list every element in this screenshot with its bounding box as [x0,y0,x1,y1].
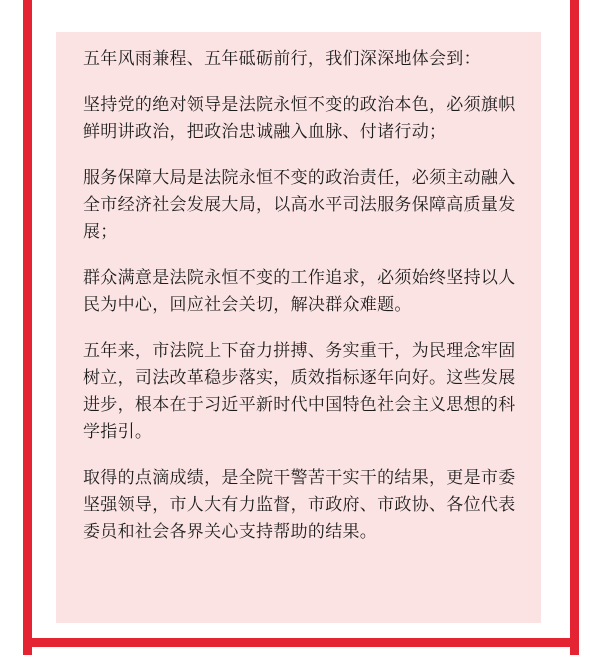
paragraph-five-years: 五年来，市法院上下奋力拼搏、务实重干，为民理念牢固树立，司法改革稳步落实，质效指标逐年向好。这些发展进步，根本在于习近平新时代中国特色社会主义思想的科学指引。 [83,341,516,442]
left-frame-border [23,0,32,655]
paragraph-achievements: 取得的点滴成绩，是全院干警苦干实干的结果，更是市委坚强领导，市人大有力监督，市政府、市政协、各位代表委员和社会各界关心支持帮助的结果。 [83,468,516,542]
paragraph-intro: 五年风雨兼程、五年砥砺前行，我们深深地体会到： [83,49,481,69]
paragraph-party-leadership: 坚持党的绝对领导是法院永恒不变的政治本色，必须旗帜鲜明讲政治，把政治忠诚融入血脉、付诸行动； [83,95,516,142]
text-panel [56,32,541,623]
bottom-frame-border [23,638,579,647]
paragraph-service-overall: 服务保障大局是法院永恒不变的政治责任，必须主动融入全市经济社会发展大局，以高水平司法服务保障高质量发展； [83,168,516,242]
right-frame-border [570,0,579,655]
paragraph-public-satisfaction: 群众满意是法院永恒不变的工作追求，必须始终坚持以人民为中心，回应社会关切，解决群众难题。 [83,268,516,315]
